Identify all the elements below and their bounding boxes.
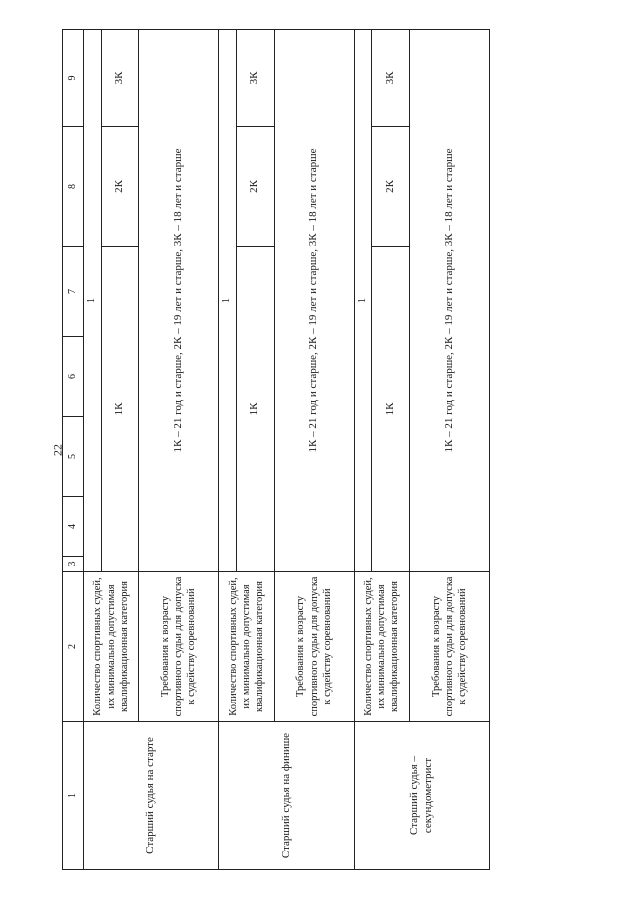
category-1k-cell: 1К xyxy=(236,247,274,572)
count-label-cell: Количество спортивных судей, их минимально допустимая квалификационная категория xyxy=(354,572,409,722)
table-row xyxy=(354,30,372,870)
age-label-cell: Требования к возрасту спортивного судьи для допуска к судейству соревнований xyxy=(139,572,219,722)
column-header: 1 xyxy=(63,722,84,870)
category-3k-cell: 3К xyxy=(372,30,410,127)
role-cell: Старший судья на финише xyxy=(219,722,354,870)
column-header: 6 xyxy=(63,337,84,417)
category-3k-cell: 3К xyxy=(236,30,274,127)
rotated-table-wrapper xyxy=(62,30,490,870)
category-1k-cell: 1К xyxy=(101,247,139,572)
category-3k-cell: 3К xyxy=(101,30,139,127)
category-1k-cell: 1К xyxy=(372,247,410,572)
age-label-cell: Требования к возрасту спортивного судьи для допуска к судейству соревнований xyxy=(410,572,490,722)
column-header: 7 xyxy=(63,247,84,337)
table-row xyxy=(84,30,102,870)
header-row xyxy=(63,30,84,870)
count-label-cell: Количество спортивных судей, их минимально допустимая квалификационная категория xyxy=(219,572,274,722)
column-header: 4 xyxy=(63,497,84,557)
age-label-cell: Требования к возрасту спортивного судьи для допуска к судейству соревнований xyxy=(274,572,354,722)
role-cell: Старший судья на старте xyxy=(84,722,219,870)
category-2k-cell: 2К xyxy=(236,127,274,247)
column-header: 2 xyxy=(63,572,84,722)
page-number: 22 xyxy=(50,444,65,456)
count-value-cell: 1 xyxy=(84,30,102,572)
category-2k-cell: 2К xyxy=(372,127,410,247)
count-value-cell: 1 xyxy=(354,30,372,572)
column-header: 3 xyxy=(63,557,84,572)
age-value-cell: 1К – 21 год и старше, 2К – 19 лет и старше, 3К – 18 лет и старше xyxy=(410,30,490,572)
age-value-cell: 1К – 21 год и старше, 2К – 19 лет и старше, 3К – 18 лет и старше xyxy=(274,30,354,572)
column-header: 9 xyxy=(63,30,84,127)
age-value-cell: 1К – 21 год и старше, 2К – 19 лет и старше, 3К – 18 лет и старше xyxy=(139,30,219,572)
table-row xyxy=(219,30,237,870)
category-2k-cell: 2К xyxy=(101,127,139,247)
column-header: 5 xyxy=(63,417,84,497)
column-header: 8 xyxy=(63,127,84,247)
role-cell: Старший судья – секундометрист xyxy=(354,722,489,870)
count-label-cell: Количество спортивных судей, их минимально допустимая квалификационная категория xyxy=(84,572,139,722)
count-value-cell: 1 xyxy=(219,30,237,572)
judges-table xyxy=(62,29,490,870)
